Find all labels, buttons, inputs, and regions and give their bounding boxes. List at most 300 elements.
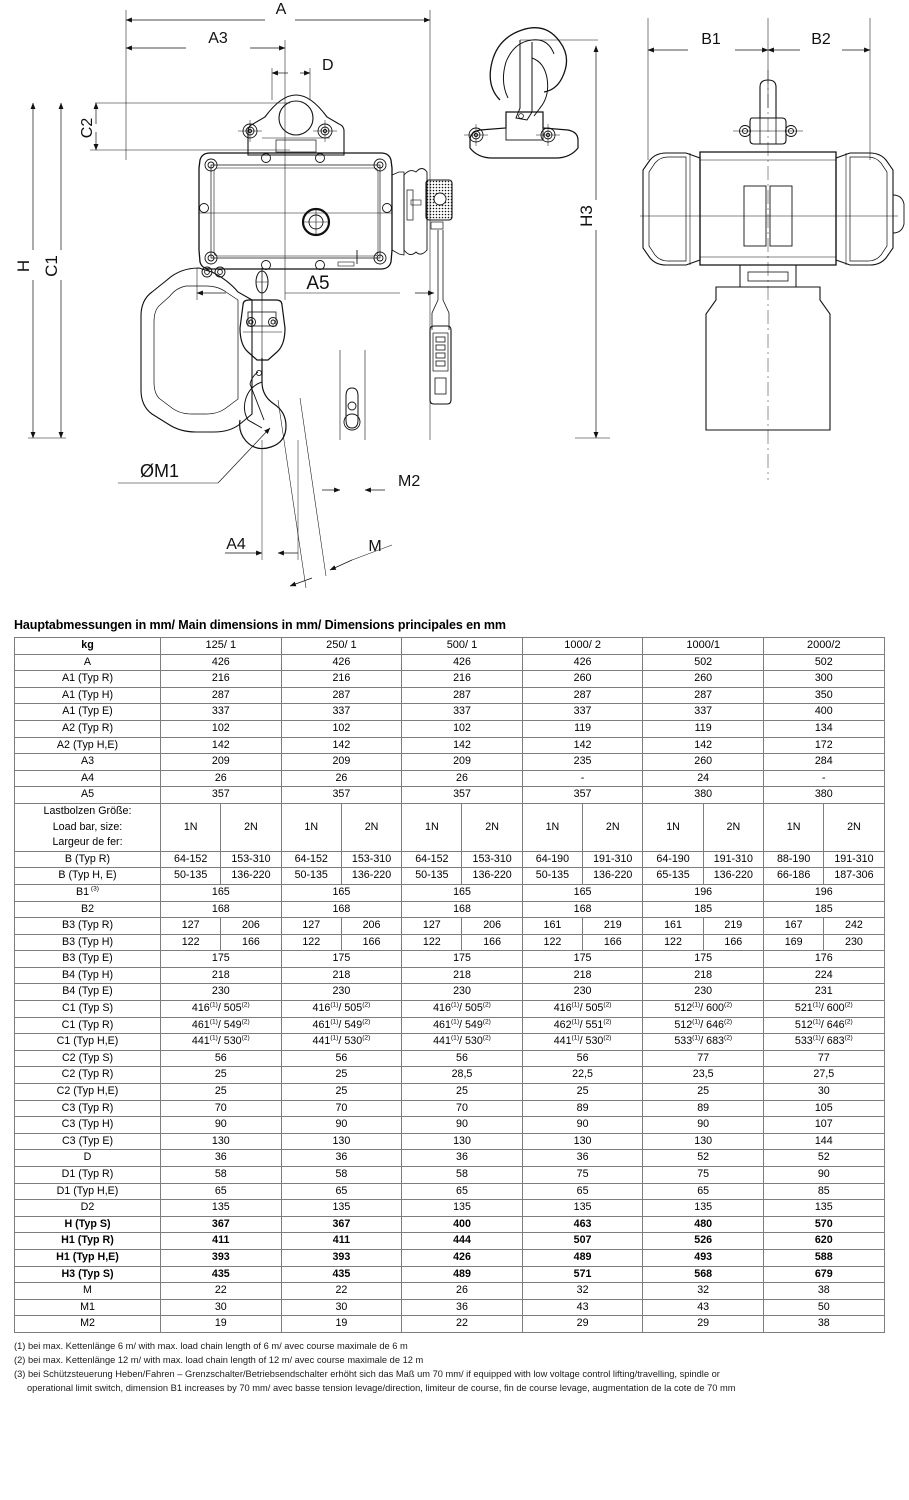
table-row: [15, 787, 885, 804]
row-label: B (Typ R): [15, 851, 161, 868]
table-row: [15, 1017, 885, 1034]
table-cell: 230: [643, 984, 764, 1001]
table-cell: 142: [402, 737, 523, 754]
table-row: [15, 1067, 885, 1084]
table-cell: 102: [402, 720, 523, 737]
table-cell: 56: [402, 1050, 523, 1067]
table-row: [15, 1233, 885, 1250]
row-label: [15, 884, 161, 901]
loadbar-row: [15, 803, 885, 851]
table-cell: 168: [281, 901, 402, 918]
table-cell: 24: [643, 770, 764, 787]
table-cell: 588: [763, 1249, 884, 1266]
header-col-3: 1000/ 2: [522, 638, 643, 655]
table-cell: 489: [522, 1249, 643, 1266]
table-cell: 22: [161, 1283, 282, 1300]
table-cell: 287: [522, 687, 643, 704]
table-cell: 135: [402, 1200, 523, 1217]
row-label: C2 (Typ R): [15, 1067, 161, 1084]
header-col-1: 250/ 1: [281, 638, 402, 655]
table-cell: 533$^{(1)}$/ 683$^{(2)}$: [643, 1034, 764, 1051]
table-cell: 22: [281, 1283, 402, 1300]
table-cell: 25: [522, 1084, 643, 1101]
table-row: [15, 770, 885, 787]
table-cell: 64-190: [643, 851, 703, 868]
table-cell: 166: [462, 934, 522, 951]
table-cell: 136-220: [703, 868, 763, 885]
dimensions-table-section: [0, 618, 909, 1396]
table-cell: 23,5: [643, 1067, 764, 1084]
table-cell: 142: [643, 737, 764, 754]
table-cell: 26: [402, 1283, 523, 1300]
table-cell: 36: [402, 1299, 523, 1316]
table-cell: 127: [402, 918, 462, 935]
table-cell: 19: [281, 1316, 402, 1333]
table-cell: 30: [281, 1299, 402, 1316]
table-cell: 287: [281, 687, 402, 704]
table-cell: 56: [161, 1050, 282, 1067]
header-kg: kg: [15, 638, 161, 655]
footnote: [14, 1340, 894, 1353]
table-cell: 260: [643, 754, 764, 771]
table-row: [15, 1150, 885, 1167]
table-row: [15, 1133, 885, 1150]
table-cell: 119: [522, 720, 643, 737]
table-cell: 287: [643, 687, 764, 704]
table-cell: 512$^{(1)}$/ 646$^{(2)}$: [643, 1017, 764, 1034]
row-label: B4 (Typ H): [15, 967, 161, 984]
table-cell: 400: [402, 1216, 523, 1233]
table-cell: 89: [643, 1100, 764, 1117]
table-cell: 102: [281, 720, 402, 737]
table-row: [15, 984, 885, 1001]
table-cell: 64-152: [281, 851, 341, 868]
table-cell: 411: [161, 1233, 282, 1250]
table-cell: 56: [522, 1050, 643, 1067]
table-cell: 70: [402, 1100, 523, 1117]
table-row: [15, 1084, 885, 1101]
table-cell: 75: [643, 1167, 764, 1184]
table-cell: 426: [402, 654, 523, 671]
table-cell: 90: [281, 1117, 402, 1134]
table-cell: 416$^{(1)}$/ 505$^{(2)}$: [281, 1001, 402, 1018]
table-cell: 43: [522, 1299, 643, 1316]
table-cell: 64-190: [522, 851, 582, 868]
table-cell: 502: [643, 654, 764, 671]
table-cell: 507: [522, 1233, 643, 1250]
table-cell: 136-220: [341, 868, 401, 885]
table-cell: 127: [281, 918, 341, 935]
row-label: A: [15, 654, 161, 671]
loadbar-size-cell: 1N: [281, 803, 341, 851]
table-cell: 130: [522, 1133, 643, 1150]
table-cell: 135: [281, 1200, 402, 1217]
table-cell: 29: [522, 1316, 643, 1333]
table-header-row: [15, 638, 885, 655]
header-col-2: 500/ 1: [402, 638, 523, 655]
table-cell: 65: [161, 1183, 282, 1200]
table-cell: 175: [281, 951, 402, 968]
table-cell: 122: [402, 934, 462, 951]
table-cell: 161: [643, 918, 703, 935]
table-cell: 56: [281, 1050, 402, 1067]
table-cell: 426: [281, 654, 402, 671]
loadbar-label-line: Load bar, size:: [52, 820, 123, 833]
row-label: B (Typ H, E): [15, 868, 161, 885]
table-cell: 512$^{(1)}$/ 600$^{(2)}$: [643, 1001, 764, 1018]
table-cell: 90: [402, 1117, 523, 1134]
table-cell: 209: [402, 754, 523, 771]
table-cell: 70: [281, 1100, 402, 1117]
table-cell: 441$^{(1)}$/ 530$^{(2)}$: [402, 1034, 523, 1051]
table-cell: 493: [643, 1249, 764, 1266]
dimension-label-C2: C2: [79, 117, 96, 139]
table-cell: 166: [341, 934, 401, 951]
footnote-continuation: operational limit switch, dimension B1 increases by 70 mm/ avec basse tension levage/direction, limiteur de course, fin de course levage, augmentation de la cote de 70 mm: [27, 1382, 736, 1393]
table-cell: 153-310: [221, 851, 281, 868]
table-cell: 29: [643, 1316, 764, 1333]
table-cell: 393: [281, 1249, 402, 1266]
table-cell: 136-220: [583, 868, 643, 885]
table-cell: 85: [763, 1183, 884, 1200]
row-label: C1 (Typ S): [15, 1001, 161, 1018]
table-cell: 216: [281, 671, 402, 688]
table-cell: 235: [522, 754, 643, 771]
table-cell: 357: [161, 787, 282, 804]
table-cell: 50-135: [161, 868, 221, 885]
table-cell: 119: [643, 720, 764, 737]
table-cell: 43: [643, 1299, 764, 1316]
table-cell: 416$^{(1)}$/ 505$^{(2)}$: [402, 1001, 523, 1018]
table-row: [15, 851, 885, 868]
table-cell: 50-135: [402, 868, 462, 885]
table-cell: 26: [281, 770, 402, 787]
row-label: C3 (Typ E): [15, 1133, 161, 1150]
loadbar-label-line: Largeur de fer:: [52, 836, 123, 849]
table-cell: 380: [763, 787, 884, 804]
table-cell: 89: [522, 1100, 643, 1117]
table-cell: 107: [763, 1117, 884, 1134]
table-cell: 416$^{(1)}$/ 505$^{(2)}$: [161, 1001, 282, 1018]
table-cell: 230: [281, 984, 402, 1001]
loadbar-size-cell: 2N: [703, 803, 763, 851]
table-cell: 480: [643, 1216, 764, 1233]
table-cell: 231: [763, 984, 884, 1001]
table-cell: 191-310: [703, 851, 763, 868]
table-cell: 242: [824, 918, 884, 935]
footnote-text: (2) bei max. Kettenlänge 12 m/ with max. load chain length of 12 m/ avec course maximale de 12 m: [14, 1355, 424, 1366]
table-cell: 679: [763, 1266, 884, 1283]
row-label-text: B1: [76, 885, 90, 898]
table-cell: 30: [763, 1084, 884, 1101]
table-cell: 130: [281, 1133, 402, 1150]
table-row: [15, 901, 885, 918]
table-cell: 337: [643, 704, 764, 721]
table-cell: 260: [643, 671, 764, 688]
table-cell: 357: [522, 787, 643, 804]
table-cell: 50-135: [281, 868, 341, 885]
table-row: [15, 951, 885, 968]
dimension-label-H3: H3: [577, 205, 596, 227]
table-row: [15, 1100, 885, 1117]
table-cell: 568: [643, 1266, 764, 1283]
table-cell: 216: [161, 671, 282, 688]
table-cell: 284: [763, 754, 884, 771]
row-label: H1 (Typ H,E): [15, 1249, 161, 1266]
table-cell: 172: [763, 737, 884, 754]
row-label: A5: [15, 787, 161, 804]
loadbar-size-cell: 1N: [643, 803, 703, 851]
table-cell: 22,5: [522, 1067, 643, 1084]
table-cell: 191-310: [824, 851, 884, 868]
table-cell: 142: [161, 737, 282, 754]
table-cell: 64-152: [161, 851, 221, 868]
table-cell: 175: [161, 951, 282, 968]
table-cell: 26: [402, 770, 523, 787]
table-cell: 230: [824, 934, 884, 951]
table-cell: 350: [763, 687, 884, 704]
row-label: B3 (Typ R): [15, 918, 161, 935]
table-cell: 50: [763, 1299, 884, 1316]
table-row: [15, 1266, 885, 1283]
table-cell: 135: [522, 1200, 643, 1217]
row-label: B3 (Typ E): [15, 951, 161, 968]
table-cell: 337: [161, 704, 282, 721]
table-row: [15, 1200, 885, 1217]
table-cell: 25: [402, 1084, 523, 1101]
table-cell: 65: [643, 1183, 764, 1200]
table-cell: 166: [583, 934, 643, 951]
table-cell: 209: [281, 754, 402, 771]
table-cell: 165: [281, 884, 402, 901]
table-cell: 165: [402, 884, 523, 901]
table-cell: 153-310: [462, 851, 522, 868]
table-cell: 218: [402, 967, 523, 984]
dimension-label-M: M: [368, 538, 382, 555]
row-label: D2: [15, 1200, 161, 1217]
table-cell: 22: [402, 1316, 523, 1333]
technical-drawing: [0, 0, 909, 615]
table-row: [15, 967, 885, 984]
row-label: H3 (Typ S): [15, 1266, 161, 1283]
table-row: [15, 1034, 885, 1051]
loadbar-size-cell: 1N: [763, 803, 823, 851]
table-cell: 175: [643, 951, 764, 968]
table-cell: 136-220: [221, 868, 281, 885]
table-cell: 52: [643, 1150, 764, 1167]
table-cell: 489: [402, 1266, 523, 1283]
table-cell: 218: [643, 967, 764, 984]
table-cell: 30: [161, 1299, 282, 1316]
table-cell: 337: [281, 704, 402, 721]
table-cell: 426: [402, 1249, 523, 1266]
table-cell: 130: [402, 1133, 523, 1150]
table-cell: 367: [281, 1216, 402, 1233]
table-cell: 357: [281, 787, 402, 804]
table-cell: 435: [161, 1266, 282, 1283]
table-cell: 90: [763, 1167, 884, 1184]
table-row: [15, 737, 885, 754]
dimension-label-A5: A5: [306, 273, 330, 294]
table-cell: 77: [763, 1050, 884, 1067]
table-row: [15, 654, 885, 671]
table-cell: 230: [522, 984, 643, 1001]
table-cell: 161: [522, 918, 582, 935]
table-cell: 462$^{(1)}$/ 551$^{(2)}$: [522, 1017, 643, 1034]
table-cell: 88-190: [763, 851, 823, 868]
row-label: M: [15, 1283, 161, 1300]
table-row: [15, 1167, 885, 1184]
table-cell: 52: [763, 1150, 884, 1167]
table-row: [15, 671, 885, 688]
table-cell: 260: [522, 671, 643, 688]
table-cell: 461$^{(1)}$/ 549$^{(2)}$: [161, 1017, 282, 1034]
footnote: [14, 1354, 894, 1367]
table-cell: 134: [763, 720, 884, 737]
table-cell: -: [763, 770, 884, 787]
row-label: B3 (Typ H): [15, 934, 161, 951]
table-cell: 196: [643, 884, 764, 901]
row-label: M2: [15, 1316, 161, 1333]
footnote-text: (3) bei Schützsteuerung Heben/Fahren – Grenzschalter/Betriebsendschalter erhöht sich das Maß um 70 mm/ if equipped with low voltage control lifting/travelling, spindle or: [14, 1369, 720, 1380]
table-cell: 187-306: [824, 868, 884, 885]
table-row: [15, 720, 885, 737]
table-cell: 165: [522, 884, 643, 901]
table-cell: 153-310: [341, 851, 401, 868]
footnote-text: (1) bei max. Kettenlänge 6 m/ with max. load chain length of 6 m/ avec course maximale de 6 m: [14, 1340, 408, 1351]
table-body-lower: [15, 851, 885, 1332]
table-cell: 620: [763, 1233, 884, 1250]
row-label: C3 (Typ R): [15, 1100, 161, 1117]
table-cell: 36: [161, 1150, 282, 1167]
table-cell: 218: [522, 967, 643, 984]
row-label: H1 (Typ R): [15, 1233, 161, 1250]
table-cell: 337: [402, 704, 523, 721]
table-cell: 167: [763, 918, 823, 935]
table-title: Hauptabmessungen in mm/ Main dimensions in mm/ Dimensions principales en mm: [14, 618, 506, 632]
table-row: [15, 1183, 885, 1200]
table-cell: 461$^{(1)}$/ 549$^{(2)}$: [402, 1017, 523, 1034]
row-label: C1 (Typ R): [15, 1017, 161, 1034]
table-cell: 65: [522, 1183, 643, 1200]
dimension-label-D: D: [322, 57, 334, 74]
table-cell: 142: [522, 737, 643, 754]
row-label: M1: [15, 1299, 161, 1316]
dimension-label-B2: B2: [811, 31, 831, 48]
dimension-label-M1: ØM1: [140, 461, 180, 481]
table-cell: 36: [402, 1150, 523, 1167]
table-cell: 230: [161, 984, 282, 1001]
table-cell: 230: [402, 984, 523, 1001]
main-dimensions-table: [14, 637, 885, 1333]
table-cell: 135: [161, 1200, 282, 1217]
table-cell: 502: [763, 654, 884, 671]
table-cell: 66-186: [763, 868, 823, 885]
table-cell: 393: [161, 1249, 282, 1266]
table-cell: 441$^{(1)}$/ 530$^{(2)}$: [281, 1034, 402, 1051]
table-cell: 25: [281, 1067, 402, 1084]
table-cell: 287: [402, 687, 523, 704]
table-cell: 36: [281, 1150, 402, 1167]
table-cell: 102: [161, 720, 282, 737]
table-cell: 400: [763, 704, 884, 721]
table-cell: 216: [402, 671, 523, 688]
table-row: [15, 1050, 885, 1067]
row-label: A2 (Typ H,E): [15, 737, 161, 754]
row-label: A1 (Typ R): [15, 671, 161, 688]
table-cell: 142: [281, 737, 402, 754]
table-cell: 168: [161, 901, 282, 918]
table-cell: 441$^{(1)}$/ 530$^{(2)}$: [522, 1034, 643, 1051]
table-cell: 25: [643, 1084, 764, 1101]
table-cell: 380: [643, 787, 764, 804]
table-cell: 300: [763, 671, 884, 688]
table-cell: 461$^{(1)}$/ 549$^{(2)}$: [281, 1017, 402, 1034]
table-cell: 168: [522, 901, 643, 918]
loadbar-size-cell: 2N: [824, 803, 884, 851]
loadbar-size-cell: 2N: [583, 803, 643, 851]
table-cell: 90: [522, 1117, 643, 1134]
table-cell: 287: [161, 687, 282, 704]
table-cell: 367: [161, 1216, 282, 1233]
row-label-footnote-ref: (3): [89, 885, 99, 893]
loadbar-size-cell: 2N: [341, 803, 401, 851]
header-col-4: 1000/1: [643, 638, 764, 655]
table-cell: 521$^{(1)}$/ 600$^{(2)}$: [763, 1001, 884, 1018]
table-cell: 435: [281, 1266, 402, 1283]
header-col-0: 125/ 1: [161, 638, 282, 655]
table-row: [15, 1283, 885, 1300]
loadbar-label-line: Lastbolzen Größe:: [43, 804, 132, 817]
table-cell: 206: [221, 918, 281, 935]
table-cell: 58: [161, 1167, 282, 1184]
table-cell: 65: [402, 1183, 523, 1200]
table-body-loadbar: [15, 803, 885, 851]
dimension-label-A: A: [275, 1, 287, 18]
table-cell: 50-135: [522, 868, 582, 885]
row-label: D: [15, 1150, 161, 1167]
row-label: D1 (Typ H,E): [15, 1183, 161, 1200]
row-label: C3 (Typ H): [15, 1117, 161, 1134]
table-body-upper: [15, 654, 885, 803]
table-cell: 191-310: [583, 851, 643, 868]
table-cell: 105: [763, 1100, 884, 1117]
dimension-label-C1: C1: [42, 255, 61, 277]
table-cell: 169: [763, 934, 823, 951]
table-cell: 25: [161, 1067, 282, 1084]
table-cell: 32: [522, 1283, 643, 1300]
table-cell: 218: [281, 967, 402, 984]
table-cell: 219: [583, 918, 643, 935]
row-label: A4: [15, 770, 161, 787]
table-cell: 463: [522, 1216, 643, 1233]
table-cell: 426: [161, 654, 282, 671]
table-cell: 130: [643, 1133, 764, 1150]
row-label: C1 (Typ H,E): [15, 1034, 161, 1051]
table-cell: 411: [281, 1233, 402, 1250]
table-cell: 25: [281, 1084, 402, 1101]
table-cell: 526: [643, 1233, 764, 1250]
table-cell: 38: [763, 1316, 884, 1333]
table-cell: 533$^{(1)}$/ 683$^{(2)}$: [763, 1034, 884, 1051]
table-cell: 25: [161, 1084, 282, 1101]
footnotes: [14, 1340, 894, 1395]
table-cell: 75: [522, 1167, 643, 1184]
table-cell: 65-135: [643, 868, 703, 885]
loadbar-label: [15, 803, 161, 851]
row-label: A2 (Typ R): [15, 720, 161, 737]
table-cell: 135: [643, 1200, 764, 1217]
